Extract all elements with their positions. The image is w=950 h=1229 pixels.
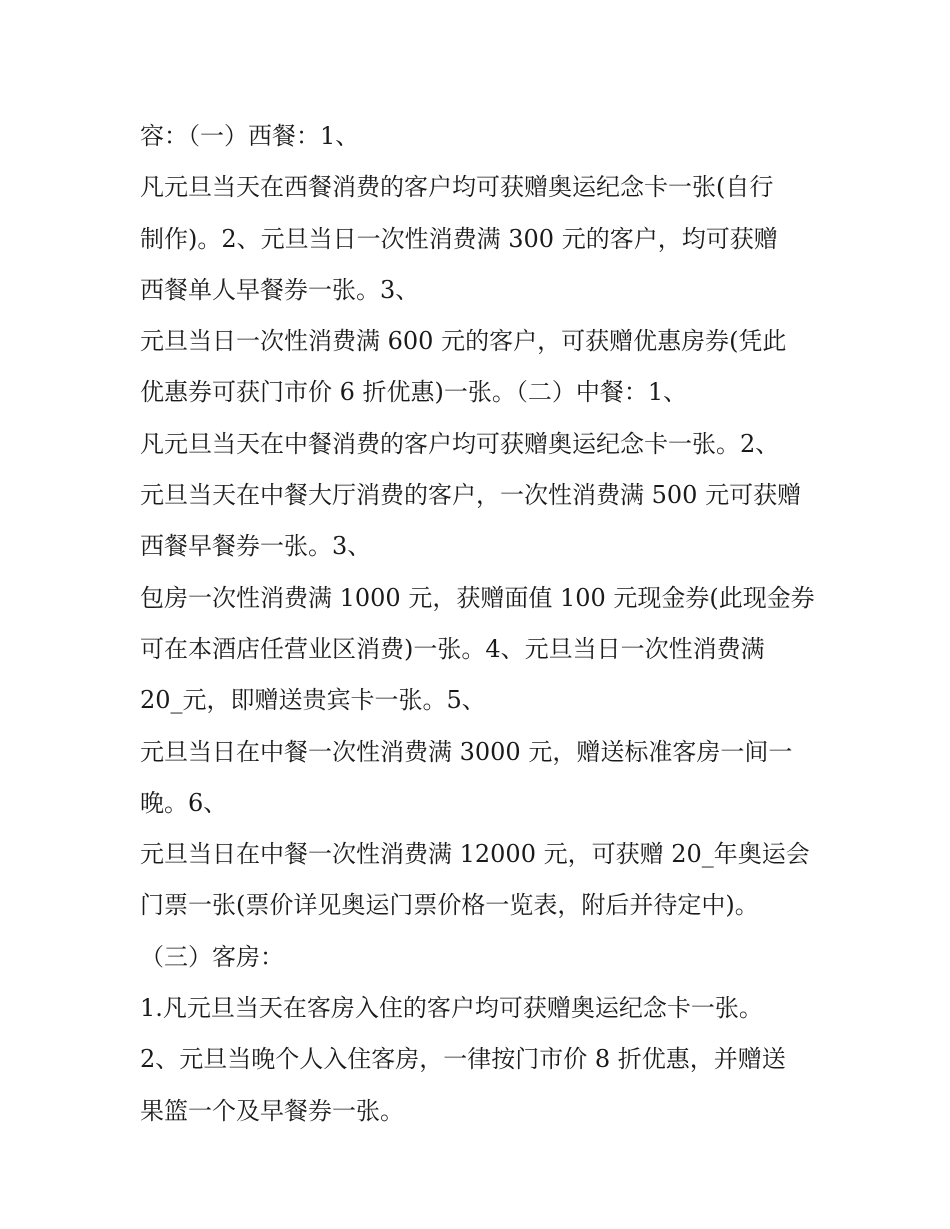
text-line: 凡元旦当天在中餐消费的客户均可获赠奥运纪念卡一张。2、 bbox=[140, 429, 780, 458]
text-line: 晚。6、 bbox=[140, 788, 228, 817]
text-line: 元旦当日在中餐一次性消费满 12000 元，可获赠 20_年奥运会 bbox=[140, 840, 810, 869]
text-line: 西餐单人早餐券一张。3、 bbox=[140, 275, 420, 304]
text-line: 可在本酒店任营业区消费)一张。4、元旦当日一次性消费满 bbox=[140, 634, 765, 663]
document-body bbox=[140, 111, 820, 1137]
text-line: 果篮一个及早餐券一张。 bbox=[140, 1096, 404, 1125]
text-line: 元旦当日一次性消费满 600 元的客户，可获赠优惠房券(凭此 bbox=[140, 327, 787, 356]
text-line: 包房一次性消费满 1000 元，获赠面值 100 元现金券(此现金券 bbox=[140, 583, 815, 612]
text-line: 20_元，即赠送贵宾卡一张。5、 bbox=[140, 686, 486, 715]
text-line: 2、元旦当晚个人入住客房，一律按门市价 8 折优惠，并赠送 bbox=[140, 1045, 786, 1074]
text-line: 容：（一）西餐：1、 bbox=[140, 122, 360, 150]
text-line: 门票一张(票价详见奥运门票价格一览表，附后并待定中)。 bbox=[140, 891, 759, 920]
text-line: 元旦当日在中餐一次性消费满 3000 元，赠送标准客房一间一 bbox=[140, 737, 793, 766]
text-line: 1.凡元旦当天在客房入住的客户均可获赠奥运纪念卡一张。 bbox=[140, 994, 763, 1023]
text-line: （三）客房： bbox=[140, 942, 284, 971]
text-line: 西餐早餐券一张。3、 bbox=[140, 532, 372, 561]
text-line: 制作)。2、元旦当日一次性消费满 300 元的客户，均可获赠 bbox=[140, 224, 778, 253]
text-line: 元旦当天在中餐大厅消费的客户，一次性消费满 500 元可获赠 bbox=[140, 481, 802, 510]
text-line: 优惠券可获门市价 6 折优惠)一张。（二）中餐：1、 bbox=[140, 378, 688, 407]
text-line: 凡元旦当天在西餐消费的客户均可获赠奥运纪念卡一张(自行 bbox=[140, 173, 774, 202]
